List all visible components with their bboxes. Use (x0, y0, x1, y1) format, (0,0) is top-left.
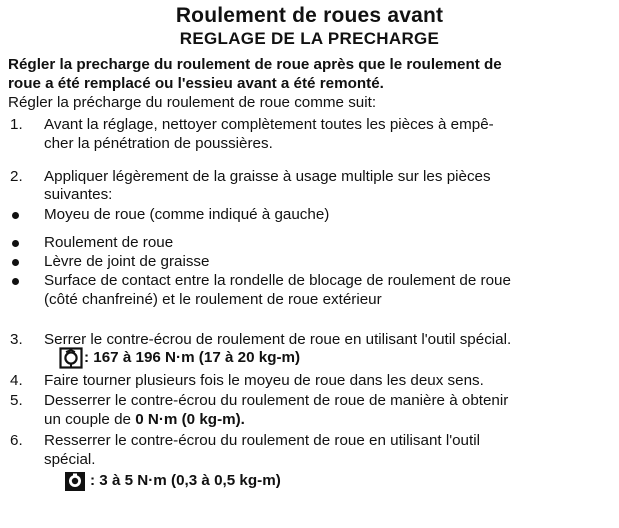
torque-spec: : 167 à 196 N·m (17 à 20 kg-m) (84, 349, 301, 366)
step-number: 1. (10, 116, 23, 133)
bullet-icon (12, 240, 19, 247)
list-item: Moyeu de roue (comme indiqué à gauche) (44, 206, 330, 223)
step-text: Appliquer légèrement de la graisse à usage multiple sur les pièces (44, 168, 491, 185)
step-text: un couple de 0 N·m (0 kg-m). (44, 411, 245, 428)
bullet-icon (12, 212, 19, 219)
step-text: suivantes: (44, 186, 113, 203)
step-text: Resserrer le contre-écrou du roulement de roue en utilisant l'outil (44, 432, 480, 449)
page-title: Roulement de roues avant (175, 4, 444, 27)
intro-bold-line-2: roue a été remplacé ou l'essieu avant a été remonté. (8, 75, 384, 92)
intro-bold-line-1: Régler la precharge du roulement de roue après que le roulement de (8, 56, 502, 73)
step-text: Serrer le contre-écrou de roulement de roue en utilisant l'outil spécial. (44, 331, 512, 348)
bullet-icon (12, 278, 19, 285)
step-text: Faire tourner plusieurs fois le moyeu de roue dans les deux sens. (44, 372, 484, 389)
step-number: 3. (10, 331, 23, 348)
bullet-icon (12, 259, 19, 266)
step-number: 6. (10, 432, 23, 449)
torque-wrench-icon (59, 347, 83, 369)
torque-spec: : 3 à 5 N·m (0,3 à 0,5 kg-m) (90, 472, 281, 489)
list-item: Roulement de roue (44, 234, 174, 251)
section-subtitle: REGLAGE DE LA PRECHARGE (179, 29, 440, 48)
step-number: 2. (10, 168, 23, 185)
step-number: 4. (10, 372, 23, 389)
step-text: Desserrer le contre-écrou du roulement de roue de manière à obtenir (44, 392, 509, 409)
step-text: spécial. (44, 451, 96, 468)
step-text: Avant la réglage, nettoyer complètement toutes les pièces à empê- (44, 116, 494, 133)
list-item: Lèvre de joint de graisse (44, 253, 210, 270)
torque-gauge-icon (64, 471, 86, 492)
step-number: 5. (10, 392, 23, 409)
list-item: (côté chanfreiné) et le roulement de roue extérieur (44, 291, 382, 308)
list-item: Surface de contact entre la rondelle de blocage de roulement de roue (44, 272, 511, 289)
step-text: cher la pénétration de poussières. (44, 135, 273, 152)
intro-text: Régler la précharge du roulement de roue comme suit: (8, 94, 377, 111)
